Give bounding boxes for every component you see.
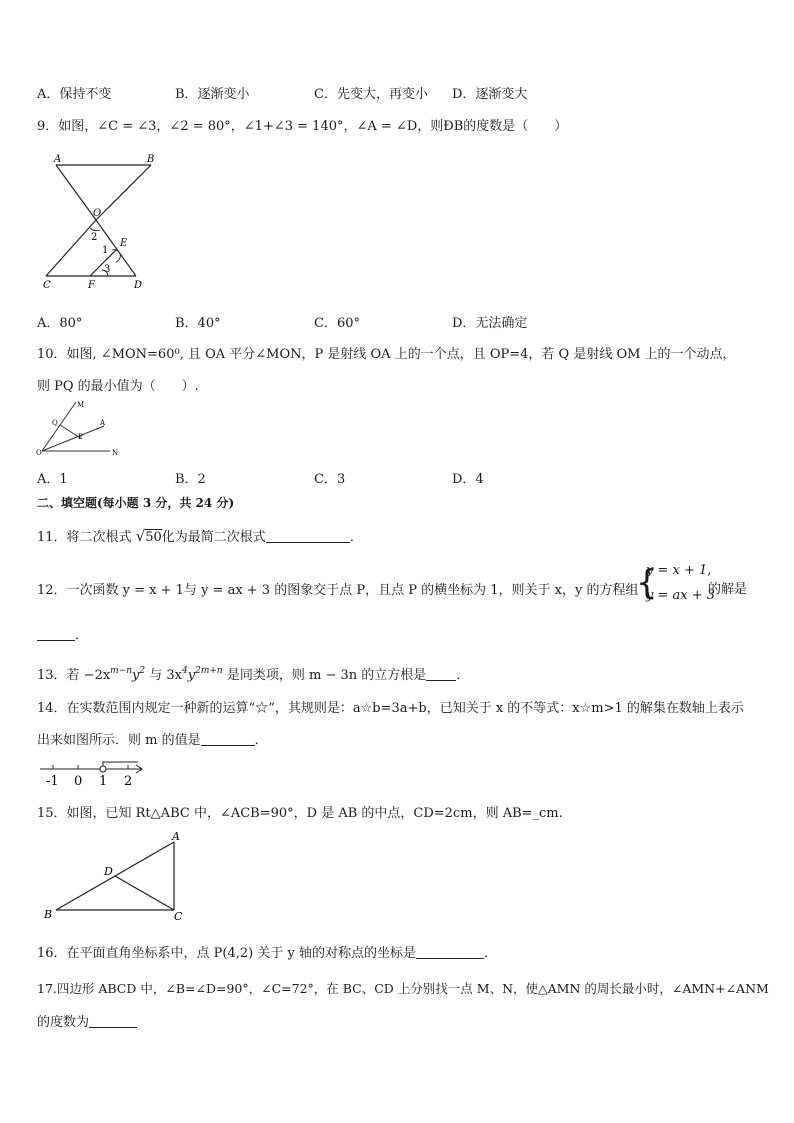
q14-tick-label-neg1: -1: [46, 774, 59, 789]
q8-options: [37, 83, 757, 103]
section-heading-fill-in: 二、填空题(每小题 3 分，共 24 分): [37, 496, 235, 510]
q11-end: ．: [349, 530, 363, 545]
q10-label-a: A: [100, 419, 106, 427]
brace-icon: {: [636, 563, 658, 603]
q10-label-n: N: [112, 449, 119, 457]
q10-option-d: D．4: [452, 472, 484, 487]
q9-label-2: 2: [91, 232, 98, 243]
q13-end: ．: [456, 668, 470, 683]
q17-question-line2: [37, 1011, 137, 1030]
q14-tick-label-1: 1: [99, 774, 108, 789]
open-circle-marker: [100, 766, 106, 772]
q10-options: [37, 468, 757, 488]
q9-label-o: O: [93, 208, 102, 219]
q13-var-y2: y: [187, 668, 196, 683]
q13-exponent-2: 2: [139, 666, 146, 676]
q8-option-c: C．先变大，再变小: [314, 87, 428, 102]
q15-label-d: D: [104, 865, 113, 878]
q13-text-before: 13．若 −2x: [37, 668, 111, 683]
q9-label-d: D: [134, 280, 143, 291]
q11-question: [37, 526, 363, 545]
q14-question-line2: [37, 729, 268, 748]
q15-label-a: A: [172, 830, 180, 843]
q14-end: ．: [254, 733, 268, 748]
q9-label-f: F: [88, 280, 95, 291]
q10-question-line2: 则 PQ 的最小值为（ ）.: [37, 379, 199, 394]
q13-exponent-3: 4: [182, 666, 188, 676]
q11-answer-blank: [266, 528, 350, 543]
q16-end: ．: [483, 946, 497, 961]
q10-label-m: M: [77, 401, 85, 409]
q12-end: ．: [75, 628, 89, 643]
q14-question-line1: 14．在实数范围内规定一种新的运算“☆”，其规则是：a☆b=3a+b，已知关于 x 的不等式：x☆m>1 的解集在数轴上表示: [37, 701, 744, 716]
q9-option-d: D．无法确定: [452, 316, 528, 331]
q10-option-b: B．2: [175, 472, 206, 487]
q14-tick-label-2: 2: [124, 774, 133, 789]
q9-option-c: C．60°: [314, 316, 360, 331]
q15-label-b: B: [44, 908, 53, 921]
q13-answer-blank: [426, 666, 456, 681]
q11-text-after: 化为最简二次根式: [161, 530, 266, 545]
q13-exponent-4: 2m+n: [195, 666, 223, 676]
q13-var-y1: y: [132, 668, 140, 683]
q16-answer-blank: [416, 944, 484, 959]
q14-answer-blank: [201, 731, 255, 746]
q17-text: 的度数为: [37, 1015, 90, 1030]
q11-text-before: 11．将二次根式: [37, 530, 136, 545]
q10-option-c: C．3: [314, 472, 346, 487]
q13-question: [37, 664, 469, 683]
q12-answer-blank: [37, 626, 75, 641]
q12-text-after: 的解是: [708, 582, 748, 597]
q13-exponent-1: m−n: [110, 666, 133, 676]
q16-text: 16．在平面直角坐标系中，点 P(4,2) 关于 y 轴的对称点的坐标是: [37, 946, 416, 961]
q16-question: [37, 942, 497, 961]
q9-label-a: A: [54, 154, 62, 165]
q14-number-line: [38, 759, 148, 789]
q8-option-b: B．逐渐变小: [175, 87, 250, 102]
q15-question: 15．如图，已知 Rt△ABC 中，∠ACB=90°，D 是 AB 的中点，CD=2cm，则 AB=_cm.: [37, 806, 563, 821]
q12-equation-1: y = x + 1,: [646, 563, 712, 578]
q9-option-b: B．40°: [175, 316, 221, 331]
q15-label-c: C: [174, 910, 183, 922]
q12-equation-system: [636, 561, 756, 611]
q9-label-b: B: [147, 154, 155, 165]
q13-text-mid: 与 3x: [145, 668, 183, 683]
q10-label-q: Q: [52, 419, 58, 427]
q17-question-line1: 17.四边形 ABCD 中，∠B=∠D=90°，∠C=72°，在 BC、CD 上分别找一点 M、N，使△AMN 的周长最小时，∠AMN+∠ANM: [37, 981, 769, 996]
q8-option-d: D．逐渐变大: [452, 87, 528, 102]
q10-figure: [36, 398, 126, 460]
q9-label-e: E: [120, 238, 128, 249]
q12-equation-2: y = ax + 3: [646, 588, 716, 603]
q9-label-c: C: [43, 280, 51, 291]
q9-question: 9．如图，∠C = ∠3，∠2 = 80°，∠1+∠3 = 140°，∠A = ∠D，则ÐB的度数是（ ）: [37, 119, 568, 134]
q9-option-a: A．80°: [37, 316, 83, 331]
q8-option-a: A．保持不变: [37, 87, 112, 102]
q12-answer-line: [37, 624, 88, 643]
radical-sign-icon: √: [135, 527, 146, 545]
q9-figure: [38, 152, 156, 292]
q12-question-line1: 12．一次函数 y = x + 1与 y = ax + 3 的图象交于点 P，且点 P 的横坐标为 1，则关于 x，y 的方程组: [37, 583, 639, 598]
q17-answer-blank: [89, 1013, 137, 1028]
q14-text: 出来如图所示．则 m 的值是: [37, 733, 201, 748]
q9-options: [37, 312, 757, 332]
q10-option-a: A．1: [37, 472, 68, 487]
q13-text-after: 是同类项，则 m − 3n 的立方根是: [222, 668, 427, 683]
q10-label-o: O: [36, 449, 42, 457]
q10-question-line1: 10．如图, ∠MON=60⁰, 且 OA 平分∠MON，P 是射线 OA 上的一个点，且 OP=4，若 Q 是射线 OM 上的一个动点，: [37, 347, 736, 362]
q9-label-3: 3: [104, 264, 111, 275]
q9-label-1: 1: [102, 245, 109, 256]
q15-figure: [38, 828, 188, 922]
q10-label-p: P: [78, 433, 83, 441]
q11-radicand: 50: [145, 530, 162, 545]
q14-tick-label-0: 0: [74, 774, 83, 789]
